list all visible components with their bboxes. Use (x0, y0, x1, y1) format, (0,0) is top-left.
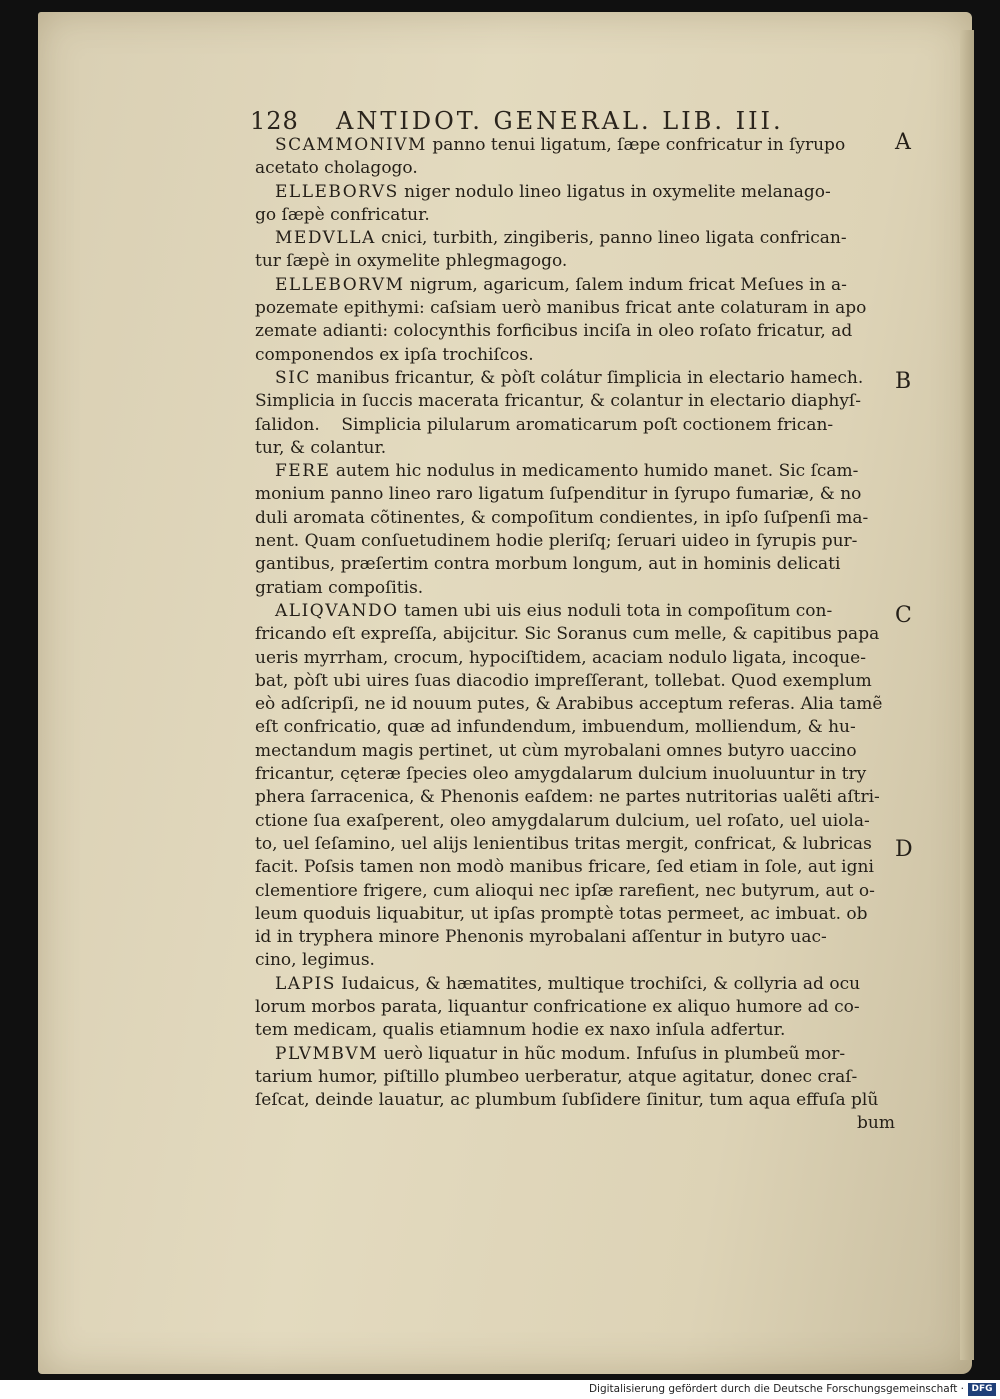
line-text: ueris myrrham, crocum, hypociſtidem, acaciam nodulo ligata, incoque- (255, 647, 866, 668)
page-number: 128 (250, 107, 299, 135)
text-line (255, 600, 895, 623)
margin-letter-c: C (895, 603, 912, 628)
text-line (255, 716, 895, 739)
text-line (255, 1019, 895, 1042)
line-text: Iudaicus, & hæmatites, multique trochiſci, & collyria ad ocu (335, 973, 861, 994)
text-line (255, 833, 895, 856)
text-line (255, 344, 895, 367)
line-text: fricantur, cęteræ ſpecies oleo amygdalarum dulcium inuoluuntur in try (255, 764, 867, 785)
paragraph-lead-word: FERE (275, 461, 331, 482)
text-line (255, 134, 895, 157)
paragraph-lead-word: ALIQVANDO (275, 600, 399, 621)
text-line (255, 460, 895, 483)
text-line (255, 880, 895, 903)
line-text: Simplicia in ſuccis macerata fricantur, & colantur in electario diaphyſ- (255, 391, 861, 412)
running-title: ANTIDOT. GENERAL. LIB. III. (336, 107, 784, 135)
line-text: tarium humor, piſtillo plumbeo uerberatur, atque agitatur, donec craſ- (255, 1066, 858, 1087)
line-text: bat, pòſt ubi uires ſuas diacodio impreſſerant, tollebat. Quod exemplum (255, 670, 872, 691)
text-line (255, 204, 895, 227)
page-edge (960, 30, 974, 1360)
margin-letter-d: D (895, 837, 913, 862)
line-text: facit. Poſsis tamen non modò manibus fricare, ſed etiam in ſole, aut igni (255, 857, 874, 878)
text-line (255, 949, 895, 972)
line-text: nent. Quam conſuetudinem hodie pleriſq; ſeruari uideo in ſyrupis pur- (255, 531, 858, 552)
line-text: tamen ubi uis eius noduli tota in compoſitum con- (398, 600, 833, 621)
text-line (255, 577, 895, 600)
text-line (255, 786, 895, 809)
line-text: tur ſæpè in oxymelite phlegmagogo. (255, 251, 568, 272)
line-text: niger nodulo lineo ligatus in oxymelite melanago- (398, 181, 831, 202)
line-text: tur, & colantur. (255, 437, 387, 458)
text-line (255, 530, 895, 553)
text-line (255, 227, 895, 250)
text-line (255, 553, 895, 576)
text-line (255, 926, 895, 949)
text-line (255, 250, 895, 273)
text-line (255, 507, 895, 530)
paragraph-lead-word: SIC (275, 367, 311, 388)
footer-credit: Digitalisierung gefördert durch die Deutsche Forschungsgemeinschaft · (588, 1383, 964, 1395)
text-line (255, 810, 895, 833)
text-line (255, 1066, 895, 1089)
text-line (255, 274, 895, 297)
line-text: lorum morbos parata, liquantur confricatione ex aliquo humore ad co- (255, 996, 860, 1017)
line-text: nigrum, agaricum, ſalem indum fricat Meſues in a- (404, 274, 847, 295)
line-text: leum quoduis liquabitur, ut ipſas promptè totas permeet, ac imbuat. ob (255, 903, 868, 924)
text-line (255, 973, 895, 996)
text-line (255, 670, 895, 693)
line-text: componendos ex ipſa trochiſcos. (255, 344, 534, 365)
text-line (255, 437, 895, 460)
line-text: ſalidon. Simplicia pilularum aromaticarum poſt coctionem frican- (255, 414, 834, 435)
line-text: fricando eſt expreſſa, abijcitur. Sic Soranus cum melle, & capitibus papa (255, 624, 880, 645)
text-line (255, 693, 895, 716)
margin-letter-a: A (895, 130, 911, 155)
text-line (255, 414, 895, 437)
text-line (255, 623, 895, 646)
line-text: eò adſcripſi, ne id nouum putes, & Arabibus acceptum referas. Alia tamẽ (255, 694, 883, 715)
line-text: pozemate epithymi: caſsiam uerò manibus fricat ante colaturam in apo (255, 298, 867, 319)
margin-letter-b: B (895, 369, 912, 394)
line-text: panno tenui ligatum, ſæpe confricatur in ſyrupo (426, 135, 846, 155)
paragraph-lead-word: MEDVLLA (275, 228, 376, 249)
text-line (255, 157, 895, 180)
line-text: duli aromata cõtinentes, & compoſitum condientes, in ipſo ſuſpenſi ma- (255, 507, 869, 528)
line-text: acetato cholagogo. (255, 158, 418, 179)
text-line (255, 1112, 895, 1135)
text-line (255, 996, 895, 1019)
line-text: ctione ſua exaſperent, oleo amygdalarum dulcium, uel roſato, uel uiola- (255, 810, 870, 831)
paragraph-lead-word: SCAMMONIVM (275, 135, 427, 155)
line-text: gratiam compoſitis. (255, 577, 424, 598)
line-text: gantibus, præſertim contra morbum longum, aut in hominis delicati (255, 554, 841, 575)
line-text: monium panno lineo raro ligatum ſuſpenditur in ſyrupo fumariæ, & no (255, 484, 862, 505)
line-text: ſeſcat, deinde lauatur, ac plumbum ſubſidere ſinitur, tum aqua effuſa plũ (255, 1090, 879, 1111)
text-line (255, 390, 895, 413)
line-text: id in tryphera minore Phenonis myrobalani aſſentur in butyro uac- (255, 927, 827, 948)
text-line (255, 763, 895, 786)
line-text: cino, legimus. (255, 950, 375, 971)
line-text: manibus fricantur, & pòſt colátur ſimplicia in electario hamech. (310, 367, 864, 388)
line-text: to, uel ſeſamino, uel alijs lenientibus tritas mergit, confricat, & lubricas (255, 833, 872, 854)
text-line (255, 367, 895, 390)
paragraph-lead-word: ELLEBORVM (275, 274, 405, 295)
line-text: clementiore frigere, cum alioqui nec ipſæ rarefient, nec butyrum, aut o- (255, 880, 875, 901)
dfg-logo-icon: DFG (968, 1383, 996, 1396)
footer-bar (0, 1382, 1000, 1399)
line-text: autem hic nodulus in medicamento humido manet. Sic ſcam- (330, 461, 859, 482)
line-text: cnici, turbith, zingiberis, panno lineo ligata confrican- (375, 228, 847, 249)
paragraph-lead-word: ELLEBORVS (275, 181, 399, 202)
text-line (255, 483, 895, 506)
text-line (255, 1043, 895, 1066)
line-text: mectandum magis pertinet, ut cùm myrobalani omnes butyro uaccino (255, 740, 857, 761)
paragraph-lead-word: PLVMBVM (275, 1043, 379, 1064)
line-text: zemate adianti: colocynthis forficibus inciſa in oleo roſato fricatur, ad (255, 321, 853, 342)
body-text (255, 134, 895, 1136)
paragraph-lead-word: LAPIS (275, 973, 336, 994)
text-line (255, 740, 895, 763)
text-line (255, 320, 895, 343)
line-text: phera ſarracenica, & Phenonis eaſdem: ne partes nutritorias ualẽti aſtri- (255, 787, 880, 808)
line-text: eſt confricatio, quæ ad infundendum, imbuendum, molliendum, & hu- (255, 717, 856, 738)
text-line (255, 856, 895, 879)
line-text: bum (857, 1113, 895, 1134)
text-line (255, 647, 895, 670)
text-line (255, 1089, 895, 1112)
line-text: tem medicam, qualis etiamnum hodie ex naxo inſula adfertur. (255, 1020, 786, 1041)
text-line (255, 181, 895, 204)
line-text: uerò liquatur in hũc modum. Infuſus in plumbeũ mor- (378, 1043, 846, 1064)
text-line (255, 903, 895, 926)
text-line (255, 297, 895, 320)
line-text: go ſæpè confricatur. (255, 204, 430, 225)
